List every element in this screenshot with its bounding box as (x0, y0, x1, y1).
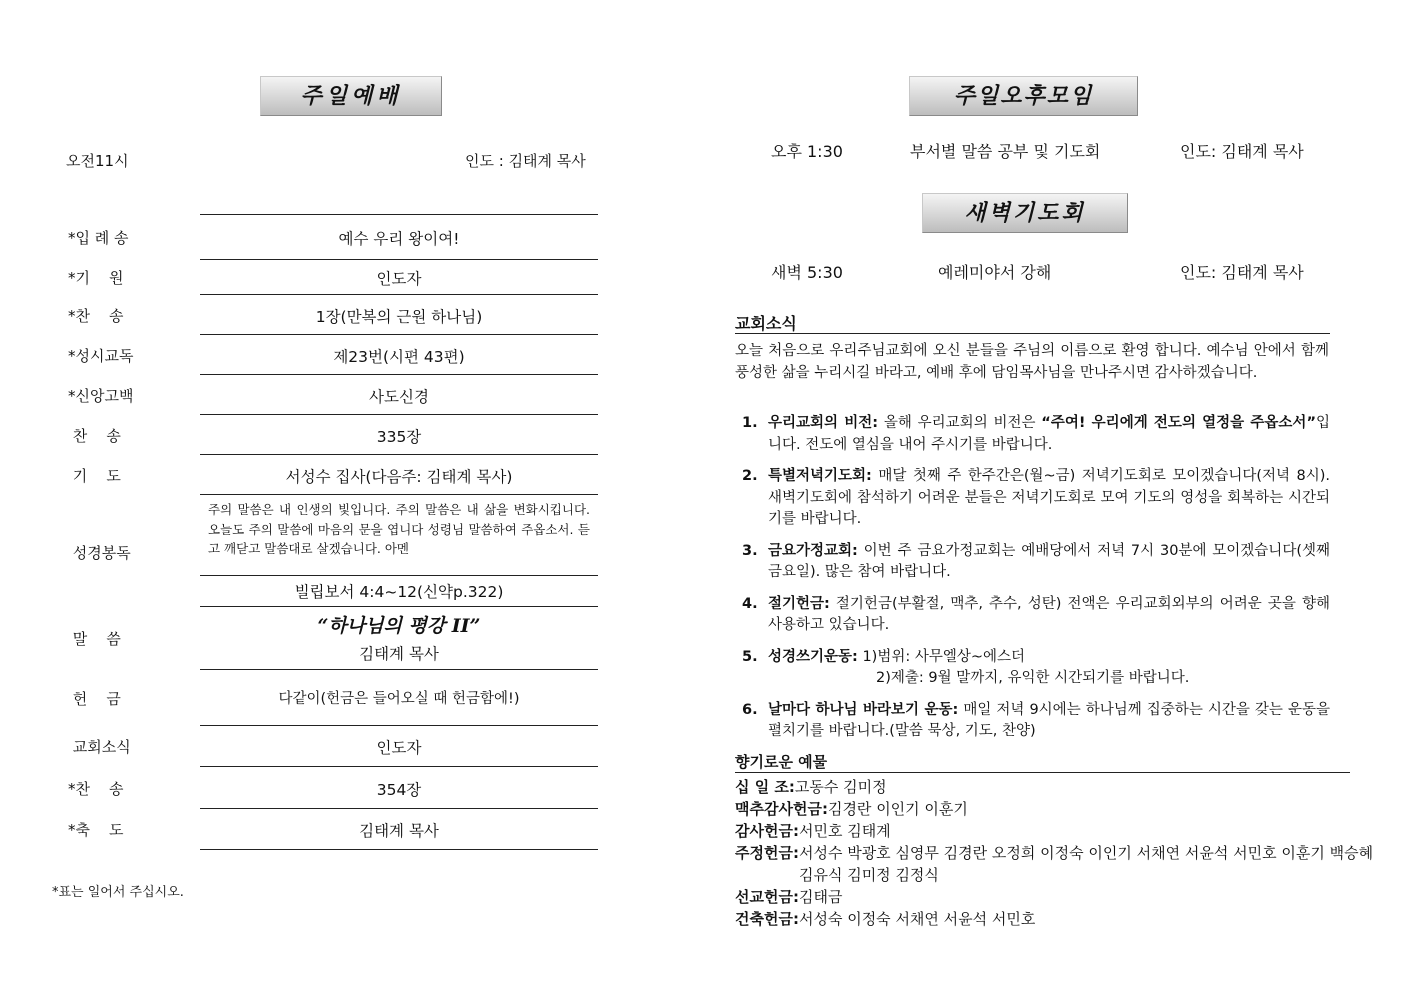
offering-names: 서성수 박광호 심영무 김경란 오정희 이정숙 이인기 서채연 서윤석 서민호 이훈기 백승혜 김유식 김미정 김정식 (798, 844, 1374, 884)
table-rule (200, 766, 598, 767)
offering-heading: 향기로운 예물 (735, 753, 828, 771)
item-heading: 우리교회의 비전: (768, 415, 879, 431)
item-number: 2. (742, 468, 758, 484)
item-number: 6. (742, 701, 758, 718)
item-heading: 성경쓰기운동: (768, 648, 858, 665)
afternoon-time: 오후 1:30 (771, 142, 843, 161)
afternoon-desc: 부서별 말씀 공부 및 기도회 (910, 142, 1101, 161)
list-item (742, 700, 1330, 743)
order-label: *입 례 송 (68, 229, 129, 247)
order-label: 말 씀 (68, 630, 121, 648)
item-heading: 날마다 하나님 바라보기 운동: (768, 701, 959, 718)
table-rule (200, 849, 598, 850)
item-text: 매달 첫째 주 한주간은(월~금) 저녁기도회로 모이겠습니다(저녁 8시). 새벽기도회에 참석하기 어려운 분들은 저녁기도회로 모여 기도의 영성을 회복하는 시간되기를 바랍니다. (768, 468, 1330, 527)
item-text: 2)제출: 9월 말까지, 유익한 시간되기를 바랍니다. (876, 670, 1190, 686)
dawn-leader: 인도: 김태계 목사 (1180, 263, 1304, 282)
order-label: *성시교독 (68, 347, 134, 365)
table-rule (200, 454, 598, 455)
afternoon-leader: 인도: 김태계 목사 (1180, 142, 1304, 161)
item-text: 1)범위: 사무엘상~에스더 (857, 648, 1026, 665)
offering-label: 맥추감사헌금: (735, 800, 828, 818)
offering-row (735, 820, 1375, 842)
order-content: 제23번(시편 43편) (333, 348, 465, 366)
order-label: 찬 송 (68, 427, 121, 445)
table-rule (200, 414, 598, 415)
item-heading: 절기헌금: (768, 595, 830, 612)
table-rule (200, 606, 598, 607)
order-content: 335장 (376, 428, 422, 446)
list-item (742, 466, 1330, 531)
sermon-preacher: 김태계 목사 (359, 645, 439, 663)
offering-names: 고동수 김미정 (794, 778, 887, 796)
order-content: 1장(만복의 근원 하나님) (315, 308, 483, 326)
offering-label: 십 일 조: (735, 778, 795, 796)
list-item (742, 594, 1330, 637)
offering-row (735, 908, 1375, 930)
table-rule (200, 294, 598, 295)
order-content: 서성수 집사(다음주: 김태계 목사) (285, 468, 513, 486)
item-number: 3. (742, 542, 758, 559)
order-label: 헌 금 (68, 690, 121, 708)
worship-title: 주일예배 (260, 76, 442, 116)
news-rule (735, 333, 1330, 334)
order-label: 성경봉독 (68, 544, 131, 562)
dawn-desc: 예레미야서 강해 (938, 263, 1052, 282)
order-label: 교회소식 (68, 738, 131, 756)
news-list (742, 413, 1330, 753)
dawn-title: 새벽기도회 (922, 193, 1128, 233)
table-rule (200, 494, 598, 495)
table-rule (200, 725, 598, 726)
table-rule (200, 374, 598, 375)
table-rule (200, 669, 598, 670)
order-label: *기 원 (68, 269, 124, 287)
item-text: 매일 저녁 9시에는 하나님께 집중하는 시간을 갖는 운동을 펼치기를 바랍니다.(말씀 묵상, 기도, 찬양) (768, 701, 1330, 739)
order-content: 인도자 (376, 739, 422, 757)
order-content: 인도자 (376, 270, 422, 288)
afternoon-title: 주일오후모임 (909, 76, 1138, 116)
item-text: 이번 주 금요가정교회는 예배당에서 저녁 7시 30분에 모이겠습니다(셋째 금요일). 많은 참여 바랍니다. (768, 542, 1330, 580)
item-number: 4. (742, 595, 758, 612)
offering-names: 김경란 이인기 이훈기 (827, 800, 968, 818)
item-heading: 금요가정교회: (768, 542, 858, 559)
vision-quote: “주여! 우리에게 전도의 열정을 주옵소서” (1041, 415, 1316, 431)
table-rule (200, 214, 598, 215)
offering-rule (735, 772, 1350, 773)
offering-names: 김태금 (798, 888, 843, 906)
scripture-reference: 빌립보서 4:4~12(신약p.322) (294, 583, 504, 601)
offering-list (735, 776, 1375, 930)
list-item (742, 541, 1330, 584)
list-item (742, 413, 1330, 456)
list-item (742, 647, 1330, 690)
news-heading: 교회소식 (735, 314, 797, 333)
offering-row (735, 886, 1375, 908)
item-text: 올해 우리교회의 비전은 (878, 415, 1042, 431)
offering-label: 선교헌금: (735, 888, 799, 906)
order-content: 사도신경 (369, 388, 429, 406)
item-heading: 특별저녁기도회: (768, 468, 872, 484)
scripture-prayer: 주의 말씀은 내 인생의 빛입니다. 주의 말씀은 내 삶을 변화시킵니다. 오늘도 주의 말씀에 마음의 문을 엽니다 성령님 말씀하여 주옵소서. 듣고 깨닫고 말씀대로 살겠습니다. 아멘 (208, 502, 590, 556)
order-label: *축 도 (68, 821, 124, 839)
offering-names: 서민호 김태계 (798, 822, 891, 840)
sermon-title: “하나님의 평강 II” (317, 615, 481, 637)
service-time: 오전11시 (66, 152, 129, 170)
welcome-text: 오늘 처음으로 우리주님교회에 오신 분들을 주님의 이름으로 환영 합니다. 예수님 안에서 함께 풍성한 삶을 누리시길 바라고, 예배 후에 담임목사님을 만나주시면 감사하겠습니다. (735, 343, 1329, 381)
order-label: *찬 송 (68, 307, 124, 325)
order-label: *신앙고백 (68, 387, 134, 405)
table-rule (200, 575, 598, 576)
table-rule (200, 334, 598, 335)
offering-label: 주정헌금: (735, 844, 799, 862)
item-text: 절기헌금(부활절, 맥추, 추수, 성탄) 전액은 우리교회외부의 어려운 곳을 향해 사용하고 있습니다. (768, 595, 1330, 633)
offering-row (735, 776, 1375, 798)
offering-row (735, 842, 1375, 886)
order-content: 다같이(헌금은 들어오실 때 헌금함에!) (278, 691, 520, 707)
order-label: *찬 송 (68, 780, 124, 798)
order-content: 예수 우리 왕이여! (338, 230, 460, 248)
offering-row (735, 798, 1375, 820)
item-text: 입니다. 전도에 열심을 내어 주시기를 바랍니다. (768, 415, 1330, 453)
order-content: 354장 (376, 781, 422, 799)
order-content: 김태계 목사 (359, 822, 439, 840)
item-number: 1. (742, 415, 758, 431)
item-number: 5. (742, 648, 758, 665)
order-label: 기 도 (68, 467, 121, 485)
table-rule (200, 808, 598, 809)
service-leader: 인도 : 김태계 목사 (465, 152, 586, 170)
dawn-time: 새벽 5:30 (771, 263, 843, 282)
offering-label: 감사헌금: (735, 822, 799, 840)
offering-label: 건축헌금: (735, 910, 799, 928)
stand-note: *표는 일어서 주십시오. (52, 885, 184, 900)
table-rule (200, 259, 598, 260)
offering-names: 서성숙 이정숙 서채연 서윤석 서민호 (798, 910, 1036, 928)
